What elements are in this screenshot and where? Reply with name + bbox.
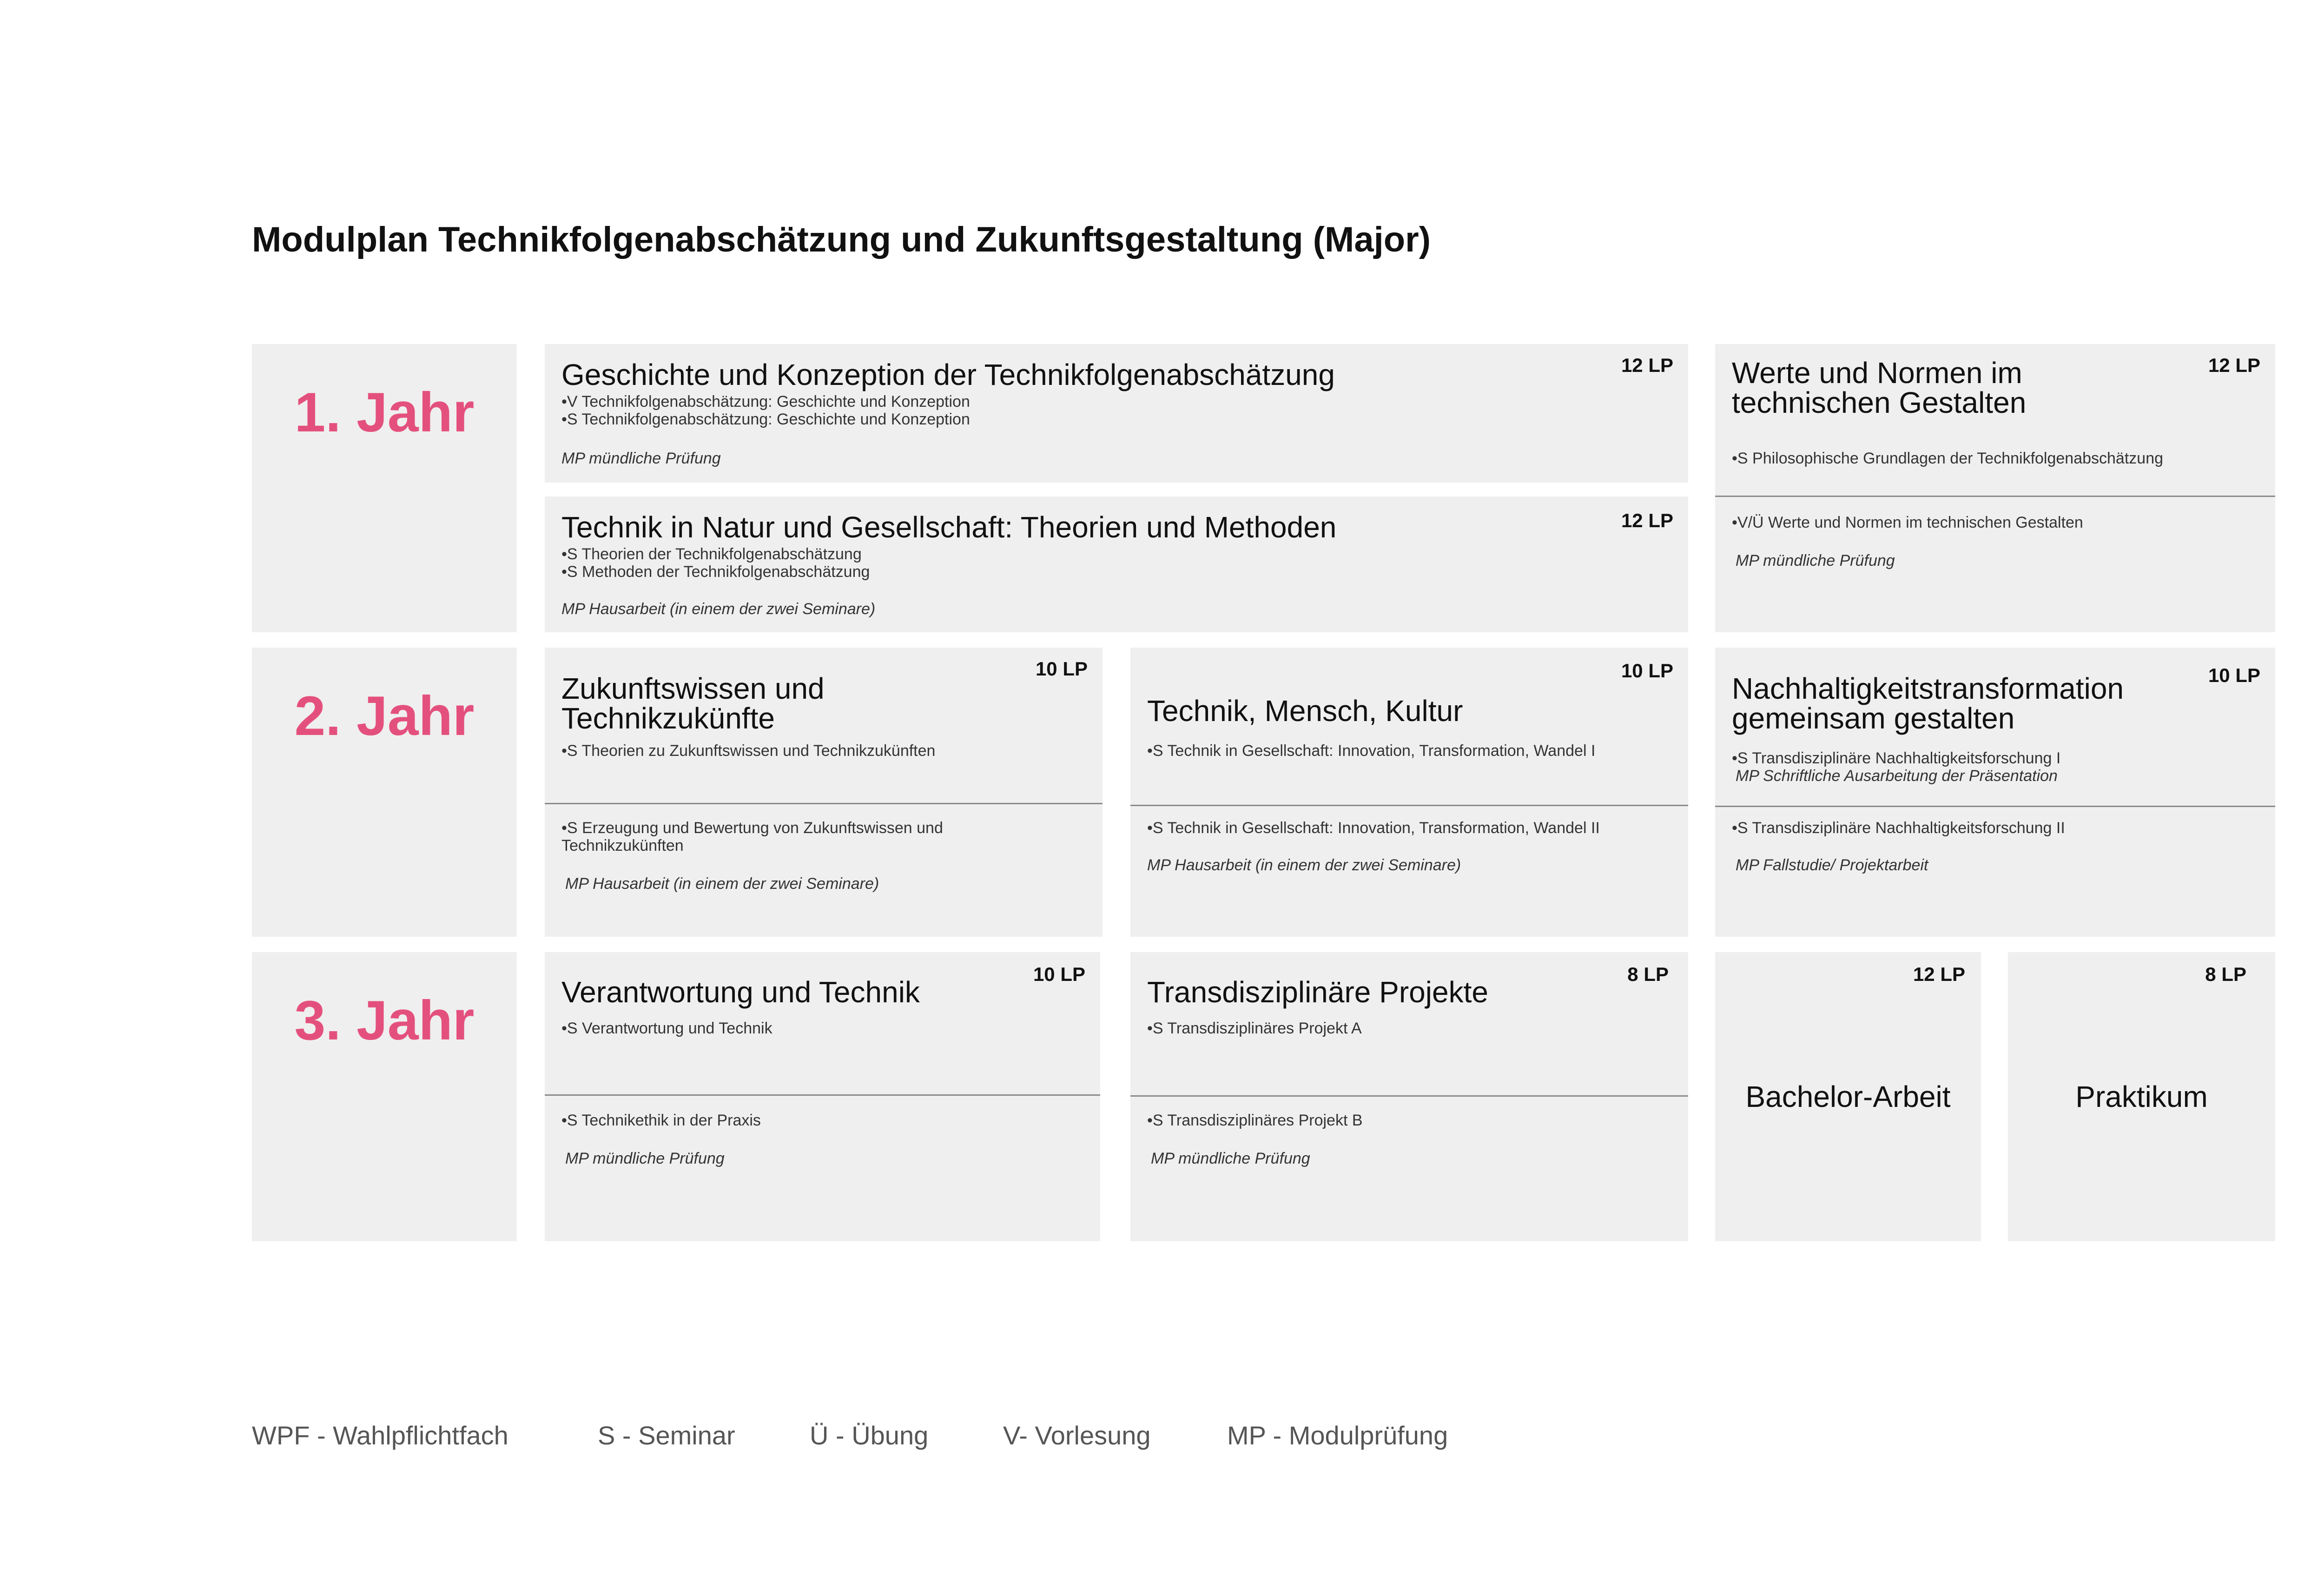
module-lp: 10 LP xyxy=(1033,963,1085,985)
legend-item: S - Seminar xyxy=(598,1421,735,1450)
module-exam: MP mündliche Prüfung xyxy=(565,1150,725,1167)
module-lp: 10 LP xyxy=(1621,660,1673,682)
module-lp: 12 LP xyxy=(1621,510,1673,531)
module-werte-normen xyxy=(1715,344,2275,632)
module-title: Geschichte und Konzeption der Technikfolgenabschätzung xyxy=(561,358,1335,391)
module-geschichte xyxy=(545,344,1688,483)
course-item: •S Methoden der Technikfolgenabschätzung xyxy=(561,563,870,581)
module-exam: MP mündliche Prüfung xyxy=(1736,552,1895,569)
module-title-line: Nachhaltigkeitstransformation xyxy=(1732,672,2124,705)
course-item: •S Transdisziplinäres Projekt A xyxy=(1147,1020,1362,1037)
module-transdisziplinaere-projekte xyxy=(1130,952,1688,1241)
module-title-line: Zukunftswissen und xyxy=(561,672,825,705)
module-exam: MP Fallstudie/ Projektarbeit xyxy=(1736,856,1928,874)
module-title: Technik, Mensch, Kultur xyxy=(1147,694,1463,728)
course-item: •S Technikethik in der Praxis xyxy=(561,1112,761,1129)
course-item: •S Philosophische Grundlagen der Technikfolgenabschätzung xyxy=(1732,450,2164,467)
module-nachhaltigkeit xyxy=(1715,648,2275,937)
module-lp: 10 LP xyxy=(2208,664,2260,686)
year-1-box xyxy=(252,344,517,632)
course-item: •S Theorien zu Zukunftswissen und Technikzukünften xyxy=(561,742,936,760)
module-lp: 12 LP xyxy=(1913,963,1965,985)
legend-item: Ü - Übung xyxy=(810,1421,929,1450)
year-3-label: 3. Jahr xyxy=(294,989,475,1052)
module-title-line: Werte und Normen im xyxy=(1732,356,2022,390)
course-item: •S Transdisziplinäre Nachhaltigkeitsforschung I xyxy=(1732,749,2061,767)
course-item: Technikzukünften xyxy=(561,837,684,854)
module-divider xyxy=(1130,805,1688,806)
module-lp: 8 LP xyxy=(2205,963,2246,985)
module-exam: MP mündliche Prüfung xyxy=(561,450,721,467)
course-item: •S Technik in Gesellschaft: Innovation, Transformation, Wandel I xyxy=(1147,742,1596,760)
module-bachelor-arbeit xyxy=(1715,952,1981,1241)
module-zukunftswissen xyxy=(545,648,1103,937)
module-title-line: Technikzukünfte xyxy=(561,702,775,735)
module-title: Transdisziplinäre Projekte xyxy=(1147,975,1488,1009)
year-3-box xyxy=(252,952,517,1241)
module-praktikum xyxy=(2008,952,2275,1241)
module-lp: 12 LP xyxy=(1621,354,1673,376)
module-exam: MP Hausarbeit (in einem der zwei Seminare) xyxy=(561,600,876,618)
course-item: •S Technik in Gesellschaft: Innovation, Transformation, Wandel II xyxy=(1147,819,1600,837)
module-exam: MP Schriftliche Ausarbeitung der Präsentation xyxy=(1736,767,2058,785)
module-divider xyxy=(1715,496,2275,497)
module-technik-mensch-kultur xyxy=(1130,648,1688,937)
module-exam: MP Hausarbeit (in einem der zwei Seminare) xyxy=(1147,856,1461,874)
course-item: •S Transdisziplinäre Nachhaltigkeitsforschung II xyxy=(1732,819,2065,837)
module-divider xyxy=(545,803,1103,804)
course-item: •S Technikfolgenabschätzung: Geschichte und Konzeption xyxy=(561,410,970,428)
module-title: Praktikum xyxy=(2075,1080,2208,1113)
module-exam: MP mündliche Prüfung xyxy=(1151,1150,1310,1167)
module-title-line: technischen Gestalten xyxy=(1732,386,2027,419)
module-divider xyxy=(1715,806,2275,807)
module-title-line: gemeinsam gestalten xyxy=(1732,702,2015,735)
year-2-box xyxy=(252,648,517,937)
course-item: •S Verantwortung und Technik xyxy=(561,1020,772,1037)
module-divider xyxy=(1130,1095,1688,1097)
module-technik-natur xyxy=(545,497,1688,632)
module-lp: 12 LP xyxy=(2208,354,2260,376)
module-title: Bachelor-Arbeit xyxy=(1745,1080,1951,1113)
course-item: •V Technikfolgenabschätzung: Geschichte und Konzeption xyxy=(561,393,970,410)
legend-item: V- Vorlesung xyxy=(1003,1421,1151,1450)
year-2-label: 2. Jahr xyxy=(294,685,475,747)
course-item: •V/Ü Werte und Normen im technischen Gestalten xyxy=(1732,514,2083,531)
module-title: Technik in Natur und Gesellschaft: Theorien und Methoden xyxy=(561,510,1337,544)
course-item: •S Erzeugung und Bewertung von Zukunftswissen und xyxy=(561,819,943,837)
course-item: •S Transdisziplinäres Projekt B xyxy=(1147,1112,1363,1129)
page-title: Modulplan Technikfolgenabschätzung und Zukunftsgestaltung (Major) xyxy=(252,220,1431,259)
legend-item: WPF - Wahlpflichtfach xyxy=(252,1421,508,1450)
module-lp: 10 LP xyxy=(1035,658,1088,680)
module-title: Verantwortung und Technik xyxy=(561,975,920,1009)
module-exam: MP Hausarbeit (in einem der zwei Seminare) xyxy=(565,875,879,893)
legend-item: MP - Modulprüfung xyxy=(1227,1421,1448,1450)
year-1-label: 1. Jahr xyxy=(294,381,475,444)
module-divider xyxy=(545,1094,1100,1096)
module-verantwortung xyxy=(545,952,1100,1241)
module-lp: 8 LP xyxy=(1627,963,1669,985)
course-item: •S Theorien der Technikfolgenabschätzung xyxy=(561,545,862,563)
